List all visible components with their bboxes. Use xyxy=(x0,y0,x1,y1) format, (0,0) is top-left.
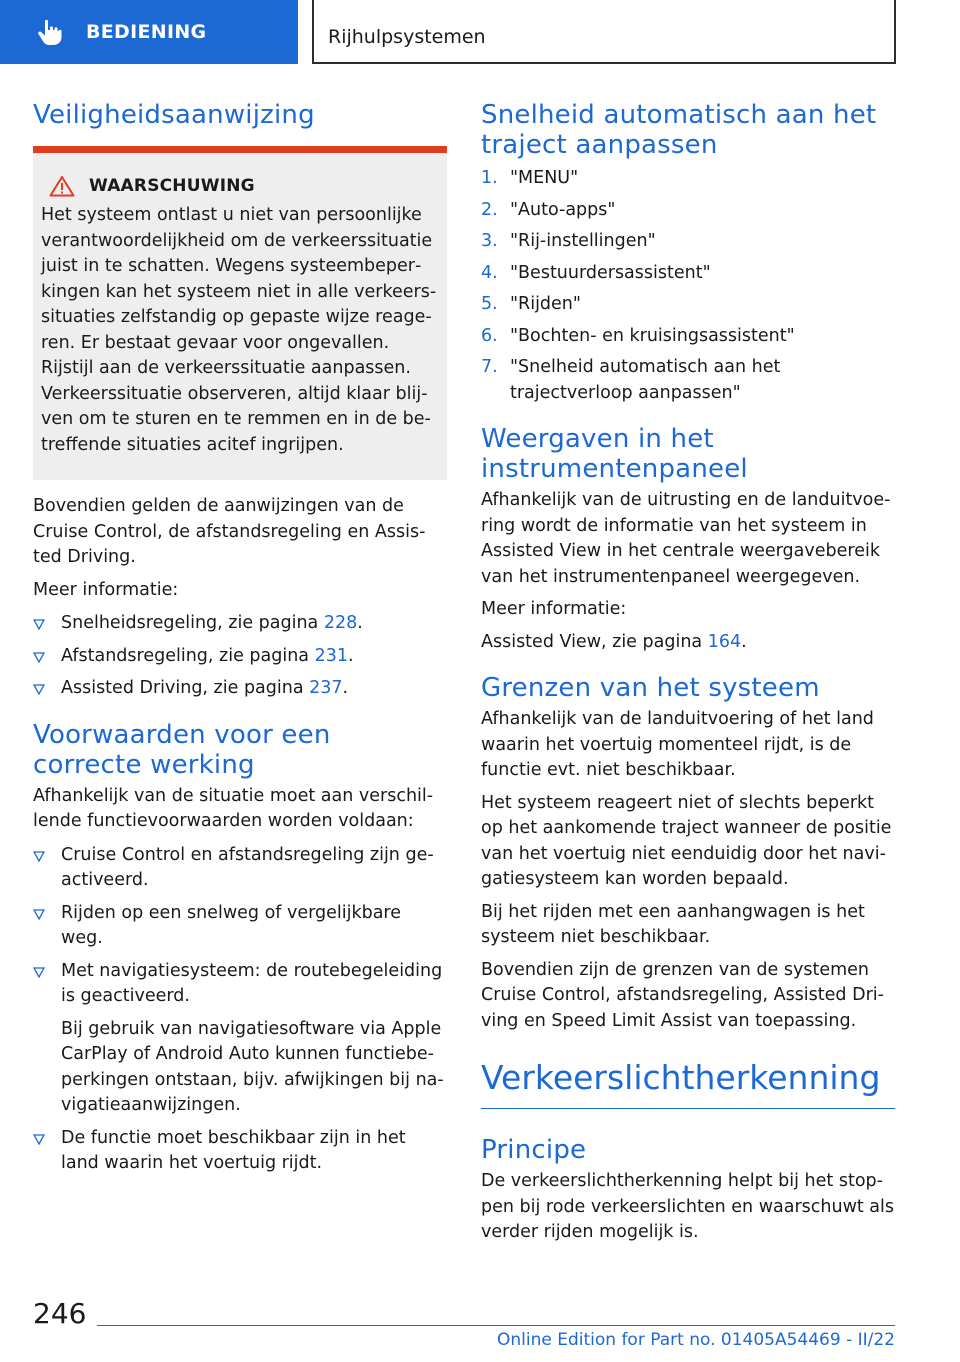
steps-list xyxy=(481,166,895,406)
more-info-label: Meer informatie: xyxy=(33,579,179,600)
step-item xyxy=(481,355,895,406)
page-link[interactable]: 237 xyxy=(309,678,343,698)
limits-paragraph: Bovendien zijn de grenzen van de systemen Cruise Control, afstandsregeling, Assisted Driving en Speed Limit Assist van toepassing. xyxy=(481,959,884,1031)
step-item xyxy=(481,166,895,192)
limits-paragraph: Bij het rijden met een aanhangwagen is het systeem niet beschikbaar. xyxy=(481,901,865,947)
condition-item: De functie moet beschikbaar zijn in het land waarin het voertuig rijdt. xyxy=(33,1126,447,1177)
condition-item: Met navigatiesysteem: de routebegeleiding is geactiveerd. Bij gebruik van navigatiesoftware via Apple CarPlay of Android Auto kunnen functiebeperkingen ontstaan, bijv. afwijkingen bij navigatieaanwijzingen. xyxy=(33,959,447,1119)
adjust-heading: Snelheid automatisch aan het traject aanpassen xyxy=(481,100,877,160)
step-text: "Rij-instellingen" xyxy=(510,231,656,251)
step-text: "Rijden" xyxy=(510,294,581,314)
section-title: Rijhulpsystemen xyxy=(328,26,486,48)
principle-text: De verkeerslichtherkenning helpt bij het stoppen bij rode verkeerslichten en waarschuwt als verder rijden mogelijk is. xyxy=(481,1171,895,1242)
section-header xyxy=(312,0,896,64)
condition-note: Bij gebruik van navigatiesoftware via Apple CarPlay of Android Auto kunnen functiebeperkingen ontstaan, bijv. afwijkingen bij navigatieaanwijzingen. xyxy=(61,1018,444,1115)
step-number: 5. xyxy=(481,294,498,314)
step-text: "MENU" xyxy=(510,168,579,188)
safety-heading: Veiligheidsaanwijzing xyxy=(33,100,315,130)
step-text: "Bestuurdersassistent" xyxy=(510,262,711,283)
display-heading: Weergaven in het instrumentenpaneel xyxy=(481,424,748,484)
limits-paragraph: Afhankelijk van de landuitvoering of het land waarin het voertuig momenteel rijdt, is de functie evt. niet beschikbaar. xyxy=(481,709,874,780)
hand-pointer-icon xyxy=(36,18,64,46)
conditions-heading: Voorwaarden voor een correcte werking xyxy=(33,719,331,780)
step-text: "Snelheid automatisch aan het trajectverloop aanpassen" xyxy=(510,357,781,403)
edition-text: Online Edition for Part no. 01405A54469 - II/22 xyxy=(496,1330,895,1350)
step-number: 6. xyxy=(481,325,498,346)
limits-paragraph: Het systeem reageert niet of slechts beperkt op het aankomende traject wanneer de positie van het voertuig niet eenduidig door het navigatiesysteem kan worden bepaald. xyxy=(481,792,892,889)
page-number: 246 xyxy=(33,1297,87,1330)
display-reference: Assisted View, zie pagina 164. xyxy=(481,631,747,652)
condition-item: Rijden op een snelweg of vergelijkbare weg. xyxy=(33,901,447,952)
reference-item: Assisted Driving, zie pagina 237. xyxy=(33,676,447,702)
step-item xyxy=(481,324,895,350)
step-number: 3. xyxy=(481,231,498,251)
bullet-triangle-icon xyxy=(33,619,45,630)
bullet-triangle-icon xyxy=(33,851,45,862)
step-item xyxy=(481,292,895,318)
step-item xyxy=(481,198,895,224)
conditions-intro: Afhankelijk van de situatie moet aan verschillende functievoorwaarden worden voldaan: xyxy=(33,785,434,831)
step-text: "Bochten- en kruisingsassistent" xyxy=(510,325,795,346)
warning-text: Het systeem ontlast u niet van persoonlijke verantwoordelijkheid om de verkeerssituatie juist in te schatten. Wegens systeembeperkingen kan het systeem niet in alle verkeerssituaties zelfstandig op gepaste wijze reageren. Er bestaat gevaar voor ongevallen. Rijstijl aan de verkeerssituatie aanpassen. Verkeerssituatie observeren, altijd klaar blijven om te sturen en te remmen en in de betreffende situaties acitef ingrijpen. xyxy=(41,205,437,455)
warning-title: WAARSCHUWING xyxy=(89,176,255,196)
chapter-heading: Verkeerslichtherkenning xyxy=(481,1058,895,1109)
page-link[interactable]: 231 xyxy=(314,645,348,666)
condition-item: Cruise Control en afstandsregeling zijn geactiveerd. xyxy=(33,843,447,894)
step-number: 1. xyxy=(481,168,498,188)
limits-heading: Grenzen van het systeem xyxy=(481,673,820,703)
warning-triangle-icon xyxy=(49,175,75,197)
right-column xyxy=(481,100,895,1246)
step-number: 4. xyxy=(481,262,498,283)
warning-box xyxy=(33,146,447,480)
chapter-tab xyxy=(0,0,298,64)
limits-text xyxy=(481,707,895,1034)
reference-list xyxy=(33,611,447,702)
display-text: Afhankelijk van de uitrusting en de landuitvoering wordt de informatie van het systeem in Assisted View in het centrale weergavebereik van het instrumentenpaneel weergegeven. xyxy=(481,490,891,587)
step-text: "Auto-apps" xyxy=(510,199,616,220)
bullet-triangle-icon xyxy=(33,1134,45,1145)
reference-item: Afstandsregeling, zie pagina 231. xyxy=(33,644,447,670)
footer-divider xyxy=(97,1325,895,1326)
intro-paragraph: Bovendien gelden de aanwijzingen van de Cruise Control, de afstandsregeling en Assisted Driving. xyxy=(33,496,426,567)
display-more-label: Meer informatie: xyxy=(481,599,627,619)
step-item xyxy=(481,261,895,287)
reference-item: Snelheidsregeling, zie pagina 228. xyxy=(33,611,447,637)
bullet-triangle-icon xyxy=(33,909,45,920)
page-link[interactable]: 228 xyxy=(323,613,358,633)
bullet-triangle-icon xyxy=(33,684,45,695)
step-item xyxy=(481,229,895,255)
chapter-label: BEDIENING xyxy=(86,21,207,43)
principle-heading: Principe xyxy=(481,1135,587,1165)
step-number: 7. xyxy=(481,357,498,377)
page-link[interactable]: 164 xyxy=(707,631,742,652)
bullet-triangle-icon xyxy=(33,652,45,663)
step-number: 2. xyxy=(481,199,498,220)
conditions-list xyxy=(33,843,447,1177)
bullet-triangle-icon xyxy=(33,967,45,978)
left-column xyxy=(33,100,447,1184)
